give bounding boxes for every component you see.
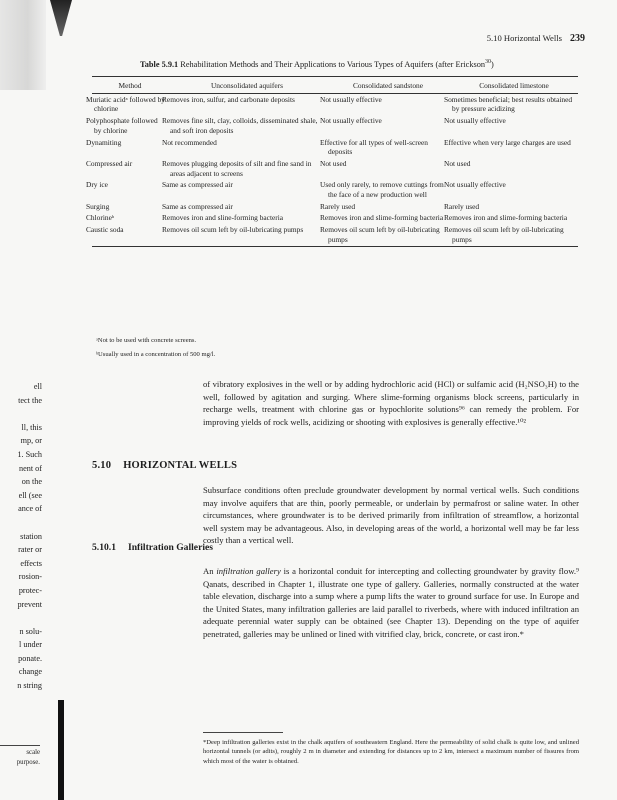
table-row xyxy=(92,115,578,136)
page-number: 239 xyxy=(570,33,585,44)
margin-line xyxy=(0,407,42,421)
margin-line: tect the xyxy=(18,395,42,405)
margin-line: ance of xyxy=(18,504,42,514)
table-caption-ref: 30 xyxy=(485,59,492,65)
cell-method: Compressed air xyxy=(86,158,133,168)
margin-line: rater or xyxy=(18,545,42,555)
cell-sandstone: Not used xyxy=(320,158,347,168)
margin-line: on the xyxy=(21,477,42,487)
table-row xyxy=(92,93,578,115)
margin-line: n solu- xyxy=(19,626,42,636)
margin-line: protec- xyxy=(18,585,42,595)
cell-sandstone: Removes oil scum left by oil-lubricating pumps xyxy=(320,225,440,244)
cell-unconsolidated: Removes plugging deposits of silt and fine sand in areas adjacent to screens xyxy=(162,158,312,178)
footnote-rule xyxy=(203,732,283,733)
binding-mark xyxy=(50,0,72,36)
table-header-row xyxy=(92,80,578,93)
margin-line: 1. Such xyxy=(17,449,42,459)
cell-method: Caustic soda xyxy=(86,225,124,235)
cell-sandstone: Removes iron and slime-forming bacteria xyxy=(320,213,444,223)
header-method: Method xyxy=(92,80,168,93)
table-caption-label: Table 5.9.1 xyxy=(140,59,179,69)
cell-unconsolidated: Not recommended xyxy=(162,137,217,147)
cell-sandstone: Used only rarely, to remove cuttings from the face of a new production well xyxy=(320,180,444,200)
cell-method: Dynamiting xyxy=(86,137,122,147)
margin-line: nent of xyxy=(19,463,42,473)
rehabilitation-table xyxy=(86,80,578,247)
section-number: 5.10 xyxy=(92,460,112,471)
table-note-b: ᵇUsually used in a concentration of 500 mg/l. xyxy=(96,351,216,358)
subsection-body: is a horizontal conduit for intercepting and collecting groundwater by gravity flow.⁹ Qanats, described in Chapter 1, illustrate one type of gallery. Galleries, normally constructed at the water table elevation, discharge into a sump where a pump lifts the water to ground surface for use. In Europe and the United States, many infiltration galleries are laid parallel to riverbeds, where with induced infiltration an adequate perennial water supply can be obtained (see Chapter 13). Depending on the type of aquifer penetrated, galleries may be unlined or lined with vitrified clay, brick, concrete, or cast iron.* xyxy=(203,566,579,639)
section-title: HORIZONTAL WELLS xyxy=(123,460,238,471)
cell-sandstone: Not usually effective xyxy=(320,94,382,104)
header-unconsolidated: Unconsolidated aquifers xyxy=(168,80,326,93)
table-row xyxy=(92,212,578,224)
subsection-lead: An xyxy=(203,566,217,576)
margin-line: ll, this xyxy=(21,422,42,432)
margin-line: ell xyxy=(33,382,42,391)
cell-unconsolidated: Removes oil scum left by oil-lubricating pumps xyxy=(162,225,304,235)
cell-unconsolidated: Removes fine silt, clay, colloids, disseminated shale, and soft iron deposits xyxy=(162,116,318,135)
cell-limestone: Not usually effective xyxy=(444,180,506,190)
cell-limestone: Removes oil scum left by oil-lubricating pumps xyxy=(444,225,564,244)
cell-unconsolidated: Removes iron, sulfur, and carbonate deposits xyxy=(162,94,295,104)
table-caption-text: Rehabilitation Methods and Their Applications to Various Types of Aquifers (after Erickson xyxy=(180,59,486,69)
margin-line xyxy=(0,611,42,625)
cell-method: Chlorineᵇ xyxy=(86,213,115,223)
subsection-title: Infiltration Galleries xyxy=(127,542,213,553)
defined-term: infiltration gallery xyxy=(216,566,281,576)
margin-line: rosion- xyxy=(18,572,42,582)
cell-limestone: Effective when very large charges are used xyxy=(444,137,571,147)
running-head-section: 5.10 Horizontal Wells xyxy=(486,33,562,43)
margin-line: n string xyxy=(17,681,42,691)
cell-unconsolidated: Same as compressed air xyxy=(162,201,233,211)
margin-line: l under xyxy=(19,640,42,650)
table-row xyxy=(92,137,578,158)
table-row xyxy=(92,158,578,179)
margin-line: ell (see xyxy=(18,490,42,500)
cell-limestone: Not used xyxy=(444,158,471,168)
scan-shadow xyxy=(0,0,46,90)
cell-method: Polyphosphate followed by chlorine xyxy=(86,116,158,135)
subsection-paragraph xyxy=(203,565,579,640)
header-limestone: Consolidated limestone xyxy=(450,80,578,93)
left-page-footnote xyxy=(0,748,40,767)
margin-line: station xyxy=(20,531,42,541)
cell-method: Muriatic acidᵃ followed by chlorine xyxy=(86,94,165,114)
subsection-heading xyxy=(92,542,213,553)
table-note-a: ᵃNot to be used with concrete screens. xyxy=(96,337,197,344)
left-page-footnote-rule xyxy=(0,745,40,746)
cell-limestone: Rarely used xyxy=(444,201,480,211)
margin-line xyxy=(0,516,42,530)
section-heading xyxy=(92,460,237,471)
margin-line: prevent xyxy=(17,599,42,609)
table-row xyxy=(92,201,578,213)
table-caption xyxy=(140,59,494,69)
cell-limestone: Removes iron and slime-forming bacteria xyxy=(444,213,568,223)
left-page-margin-text xyxy=(0,380,42,693)
footnote: *Deep infiltration galleries exist in the chalk aquifers of southeastern England. Here the permeability of solid chalk is quite low, and unlined horizontal tunnels (or adits), roughly 2 m in diameter and extending for distances up to 2 km, intersect a maximum number of fissures from which most of the water is obtained. xyxy=(203,739,579,765)
cell-sandstone: Rarely used xyxy=(320,201,356,211)
cell-sandstone: Effective for all types of well-screen deposits xyxy=(320,137,429,157)
cell-unconsolidated: Same as compressed air xyxy=(162,180,233,190)
page-spine xyxy=(58,700,64,800)
margin-line: effects xyxy=(20,558,42,568)
table-row xyxy=(92,179,578,200)
cell-method: Surging xyxy=(86,201,110,211)
cell-limestone: Sometimes beneficial; best results obtained by pressure acidizing xyxy=(444,94,573,114)
header-sandstone: Consolidated sandstone xyxy=(326,80,450,93)
cell-unconsolidated: Removes iron and sline-forming bacteria xyxy=(162,213,284,223)
margin-line: change xyxy=(18,667,42,677)
table-caption-close: ) xyxy=(491,59,494,69)
margin-line: mp, or xyxy=(20,436,42,446)
cell-limestone: Not usually effective xyxy=(444,116,506,126)
margin-footnote-line: purpose. xyxy=(16,758,40,766)
intro-paragraph: of vibratory explosives in the well or by adding hydrochloric acid (HCl) or sulfamic acid (H₂NSO₃H) to the well, followed by agitation and surging. Where slime-forming organisms block screens, particularly in recharge wells, treatment with chlorine gas or hypochlorite solutions⁹⁶ can remedy the problem. For improving yields of rock wells, acidizing or shooting with explosives is generally effective.¹⁰² xyxy=(203,379,579,427)
margin-line: ponate. xyxy=(18,653,42,663)
cell-method: Dry ice xyxy=(86,180,108,190)
margin-footnote-line: scale xyxy=(26,749,40,756)
running-head xyxy=(460,33,585,44)
cell-sandstone: Not usually effective xyxy=(320,116,382,126)
section-paragraph: Subsurface conditions often preclude groundwater development by normal vertical wells. Such conditions may involve aquifers that are thin, poorly permeable, or underlain by permafrost or saline water. In other circumstances, where groundwater is to be derived primarily from infiltration of streamflow, a horizontal well system may be advantageous. Also, in developing areas of the world, a horizontal well may be far less costly than a vertical well. xyxy=(203,485,579,545)
table-top-rule xyxy=(92,76,578,77)
table-row xyxy=(92,224,578,246)
subsection-number: 5.10.1 xyxy=(92,542,116,553)
